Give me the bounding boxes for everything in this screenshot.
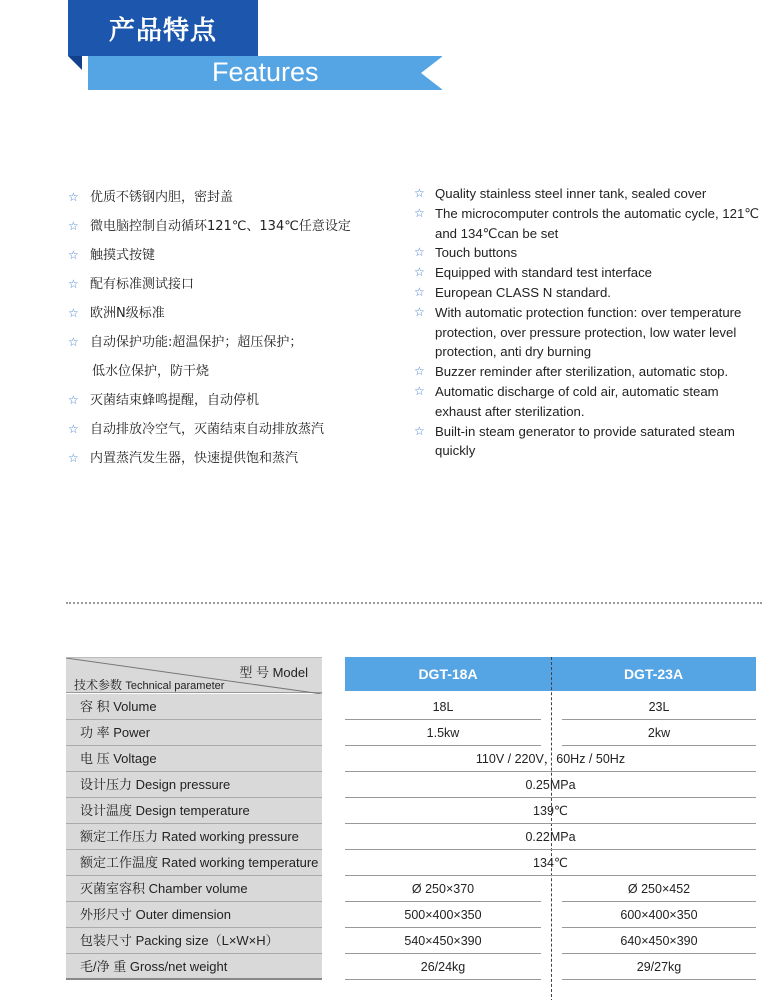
row-label: 毛/净 重 Gross/net weight	[66, 954, 322, 980]
star-icon: ☆	[414, 364, 425, 379]
table-row	[66, 746, 758, 772]
features-list-en	[414, 184, 764, 461]
feature-item-en: ☆ With automatic protection function: over temperature protection, over pressure protection, low water level protection, anti dry burning	[414, 303, 764, 362]
feature-item-cn-continued: 低水位保护，防干烧	[92, 364, 210, 379]
table-row	[66, 928, 758, 954]
row-value-2: 640×450×390	[562, 928, 756, 954]
feature-item-en: ☆ Built-in steam generator to provide saturated steam quickly	[414, 422, 764, 462]
row-value-shared: 139℃	[345, 798, 756, 824]
star-icon: ☆	[414, 265, 425, 280]
feature-item-cn: ☆ 微电脑控制自动循环121℃、134℃任意设定	[68, 212, 388, 241]
table-row	[66, 902, 758, 928]
star-icon: ☆	[68, 219, 79, 233]
row-value-shared: 134℃	[345, 850, 756, 876]
row-label: 功 率 Power	[66, 720, 322, 746]
feature-item-cn: ☆ 欧洲N级标准	[68, 299, 388, 328]
row-value-shared: 0.22MPa	[345, 824, 756, 850]
feature-item-cn: ☆ 触摸式按键	[68, 241, 388, 270]
english-title: Features	[212, 57, 319, 87]
feature-item-cn: ☆ 灭菌结束蜂鸣提醒，自动停机	[68, 386, 388, 415]
row-label: 电 压 Voltage	[66, 746, 322, 772]
row-label: 额定工作压力 Rated working pressure	[66, 824, 322, 850]
star-icon: ☆	[68, 248, 79, 262]
row-label: 设计温度 Design temperature	[66, 798, 322, 824]
row-value-2: 29/27kg	[562, 954, 756, 980]
table-header-corner	[66, 657, 322, 693]
feature-item-en: ☆ Buzzer reminder after sterilization, automatic stop.	[414, 362, 764, 382]
row-value-2: 600×400×350	[562, 902, 756, 928]
row-value-2: Ø 250×452	[562, 876, 756, 902]
star-icon: ☆	[414, 383, 425, 398]
row-value-shared: 0.25MPa	[345, 772, 756, 798]
table-row	[66, 876, 758, 902]
star-icon: ☆	[68, 335, 79, 349]
table-row	[66, 850, 758, 876]
star-icon: ☆	[68, 190, 79, 204]
features-list-cn	[68, 183, 388, 473]
chinese-title-tab	[68, 0, 258, 56]
feature-item-en: ☆ The microcomputer controls the automatic cycle, 121℃ and 134℃can be set	[414, 204, 764, 244]
row-label: 额定工作温度 Rated working temperature	[66, 850, 322, 876]
header-param-label: 技术参数 Technical parameter	[74, 678, 225, 692]
table-row	[66, 694, 758, 720]
star-icon: ☆	[414, 284, 425, 299]
row-label: 外形尺寸 Outer dimension	[66, 902, 322, 928]
star-icon: ☆	[414, 205, 425, 220]
feature-item-cn: ☆ 自动排放冷空气，灭菌结束自动排放蒸汽	[68, 415, 388, 444]
dotted-divider	[66, 602, 762, 604]
row-value-shared: 110V / 220V，60Hz / 50Hz	[345, 746, 756, 772]
row-value-1: 500×400×350	[345, 902, 541, 928]
table-row	[66, 954, 758, 980]
feature-item-en: ☆ Quality stainless steel inner tank, sealed cover	[414, 184, 764, 204]
star-icon: ☆	[68, 451, 79, 465]
row-value-1: 540×450×390	[345, 928, 541, 954]
feature-item-cn: ☆ 自动保护功能:超温保护；超压保护；	[68, 328, 388, 357]
table-row	[66, 798, 758, 824]
feature-item-cn: ☆ 配有标准测试接口	[68, 270, 388, 299]
row-label: 设计压力 Design pressure	[66, 772, 322, 798]
model-header-1: DGT-18A	[345, 657, 551, 691]
star-icon: ☆	[414, 186, 425, 200]
feature-item-cn: ☆ 内置蒸汽发生器，快速提供饱和蒸汽	[68, 444, 388, 473]
table-row	[66, 720, 758, 746]
model-header-2: DGT-23A	[551, 657, 756, 691]
row-label: 灭菌室容积 Chamber volume	[66, 876, 322, 902]
row-value-1: 26/24kg	[345, 954, 541, 980]
feature-item-cn: ☆ 优质不锈钢内胆，密封盖	[68, 183, 388, 212]
star-icon: ☆	[414, 423, 425, 438]
feature-item-en: ☆ Touch buttons	[414, 243, 764, 263]
feature-item-en: ☆ European CLASS N standard.	[414, 283, 764, 303]
chinese-title: 产品特点	[108, 15, 217, 46]
star-icon: ☆	[68, 277, 79, 291]
table-row	[66, 772, 758, 798]
star-icon: ☆	[414, 245, 425, 260]
feature-item-en: ☆ Equipped with standard test interface	[414, 263, 764, 283]
row-value-1: Ø 250×370	[345, 876, 541, 902]
star-icon: ☆	[68, 306, 79, 320]
row-label: 容 积 Volume	[66, 694, 322, 720]
star-icon: ☆	[68, 393, 79, 407]
star-icon: ☆	[414, 304, 425, 319]
feature-item-en: ☆ Automatic discharge of cold air, automatic steam exhaust after sterilization.	[414, 382, 764, 422]
row-label: 包装尺寸 Packing size（L×W×H）	[66, 928, 322, 954]
star-icon: ☆	[68, 422, 79, 436]
header-model-label: 型 号 Model	[239, 665, 308, 680]
row-value-1: 18L	[345, 694, 541, 720]
row-value-2: 23L	[562, 694, 756, 720]
row-value-2: 2kw	[562, 720, 756, 746]
english-title-band	[88, 56, 442, 90]
row-value-1: 1.5kw	[345, 720, 541, 746]
table-row	[66, 824, 758, 850]
